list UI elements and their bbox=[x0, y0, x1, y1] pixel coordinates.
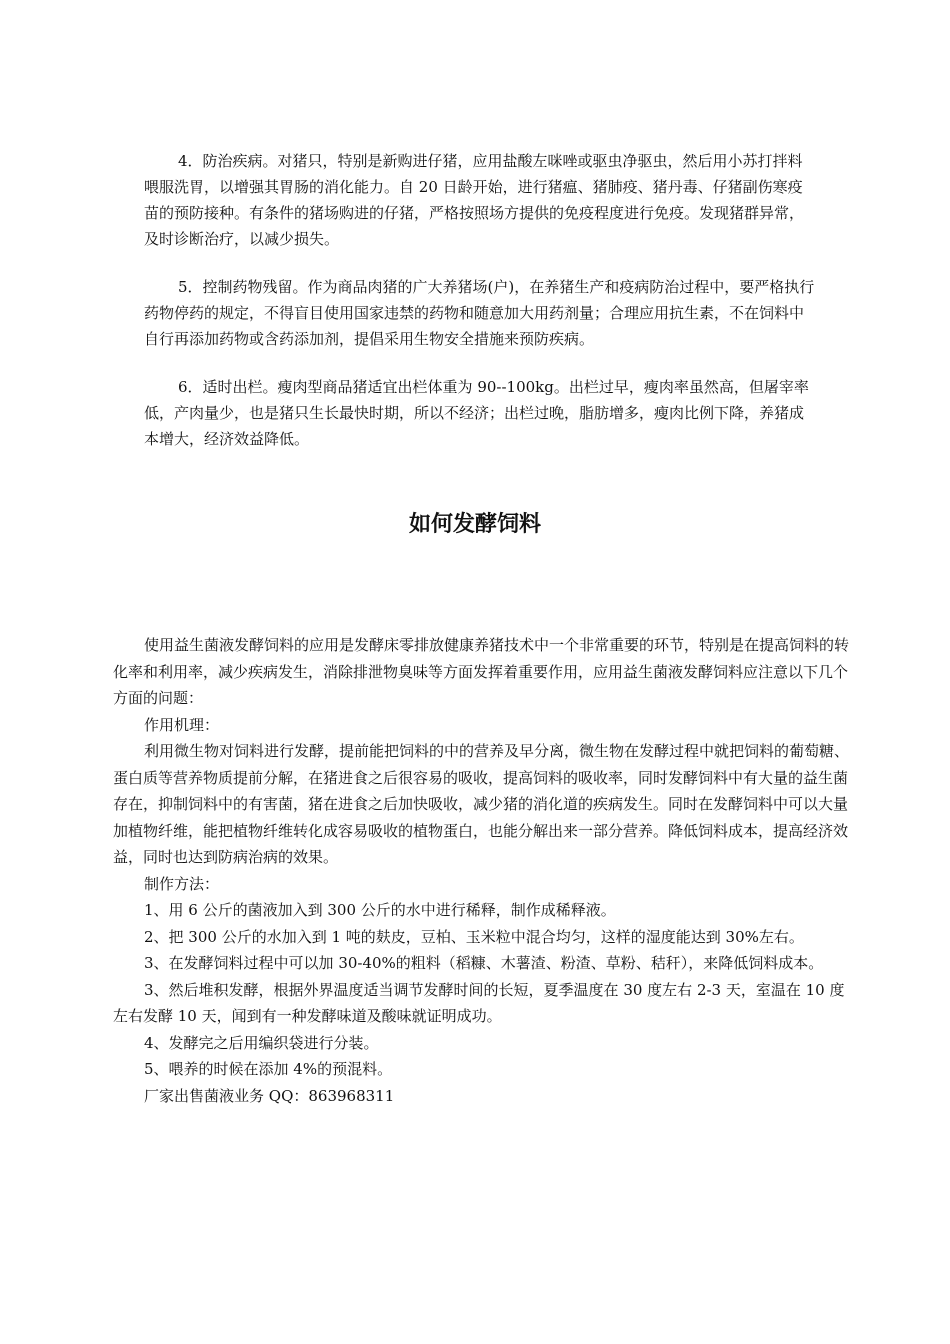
paragraph-disease-prevention: 4．防治疾病。对猪只，特别是新购进仔猪，应用盐酸左咪唑或驱虫净驱虫，然后用小苏打拌料喂服洗胃，以增强其胃肠的消化能力。自 20 日龄开始，进行猪瘟、猪肺疫、猪丹毒、仔猪副伤寒疫苗的预防接种。有条件的猪场购进的仔猪，严格按照场方提供的免疫程度进行免疫。发现猪群异常，及时诊断治疗，以减少损失。 bbox=[144, 152, 805, 248]
method-step-6: 5、喂养的时候在添加 4%的预混料。 bbox=[144, 1060, 393, 1078]
paragraph-drug-residue-control: 5．控制药物残留。作为商品肉猪的广大养猪场(户)，在养猪生产和疫病防治过程中，要严格执行药物停药的规定，不得盲目使用国家违禁的药物和随意加大用药剂量；合理应用抗生素，不在饲料中自行再添加药物或含药添加剂，提倡采用生物安全措施来预防疾病。 bbox=[144, 278, 815, 348]
method-step-5: 4、发酵完之后用编织袋进行分装。 bbox=[144, 1033, 379, 1052]
method-step-4: 3、然后堆积发酵，根据外界温度适当调节发酵时间的长短，夏季温度在 30 度左右 2-3 天，室温在 10 度左右发酵 10 天，闻到有一种发酵味道及酸味就证明成功。 bbox=[113, 980, 845, 1025]
intro-paragraph: 使用益生菌液发酵饲料的应用是发酵床零排放健康养猪技术中一个非常重要的环节，特别是在提高饲料的转化率和利用率，减少疾病发生，消除排泄物臭味等方面发挥着重要作用，应用益生菌液发酵饲料应注意以下几个方面的问题： bbox=[113, 636, 850, 707]
fermented-feed-article-body bbox=[113, 632, 849, 1109]
mechanism-paragraph: 利用微生物对饲料进行发酵，提前能把饲料的中的营养及早分离，微生物在发酵过程中就把饲料的葡萄糖、蛋白质等营养物质提前分解，在猪进食之后很容易的吸收，提高饲料的吸收率，同时发酵饲料中有大量的益生菌存在，抑制饲料中的有害菌，猪在进食之后加快吸收，减少猪的消化道的疾病发生。同时在发酵饲料中可以大量加植物纤维，能把植物纤维转化成容易吸收的植物蛋白，也能分解出来一部分营养。降低饲料成本，提高经济效益，同时也达到防病治病的效果。 bbox=[113, 742, 850, 866]
method-step-2: 2、把 300 公斤的水加入到 1 吨的麸皮，豆柏、玉米粒中混合均匀，这样的湿度能达到 30%左右。 bbox=[144, 927, 804, 946]
mechanism-heading: 作用机理： bbox=[144, 715, 220, 734]
method-step-1: 1、用 6 公斤的菌液加入到 300 公斤的水中进行稀释，制作成稀释液。 bbox=[144, 901, 616, 919]
pig-raising-tips-section bbox=[144, 148, 816, 474]
contact-line: 厂家出售菌液业务 QQ：863968311 bbox=[144, 1086, 395, 1105]
method-heading: 制作方法： bbox=[144, 874, 220, 893]
article-title: 如何发酵饲料 bbox=[408, 512, 541, 537]
paragraph-timely-slaughter: 6．适时出栏。瘦肉型商品猪适宜出栏体重为 90--100kg。出栏过早，瘦肉率虽然高，但屠宰率低，产肉量少，也是猪只生长最快时期，所以不经济；出栏过晚，脂肪增多，瘦肉比例下降，养猪成本增大，经济效益降低。 bbox=[144, 378, 809, 448]
method-step-3: 3、在发酵饲料过程中可以加 30-40%的粗料（稻糠、木薯渣、粉渣、草粉、秸秆），来降低饲料成本。 bbox=[144, 954, 824, 972]
